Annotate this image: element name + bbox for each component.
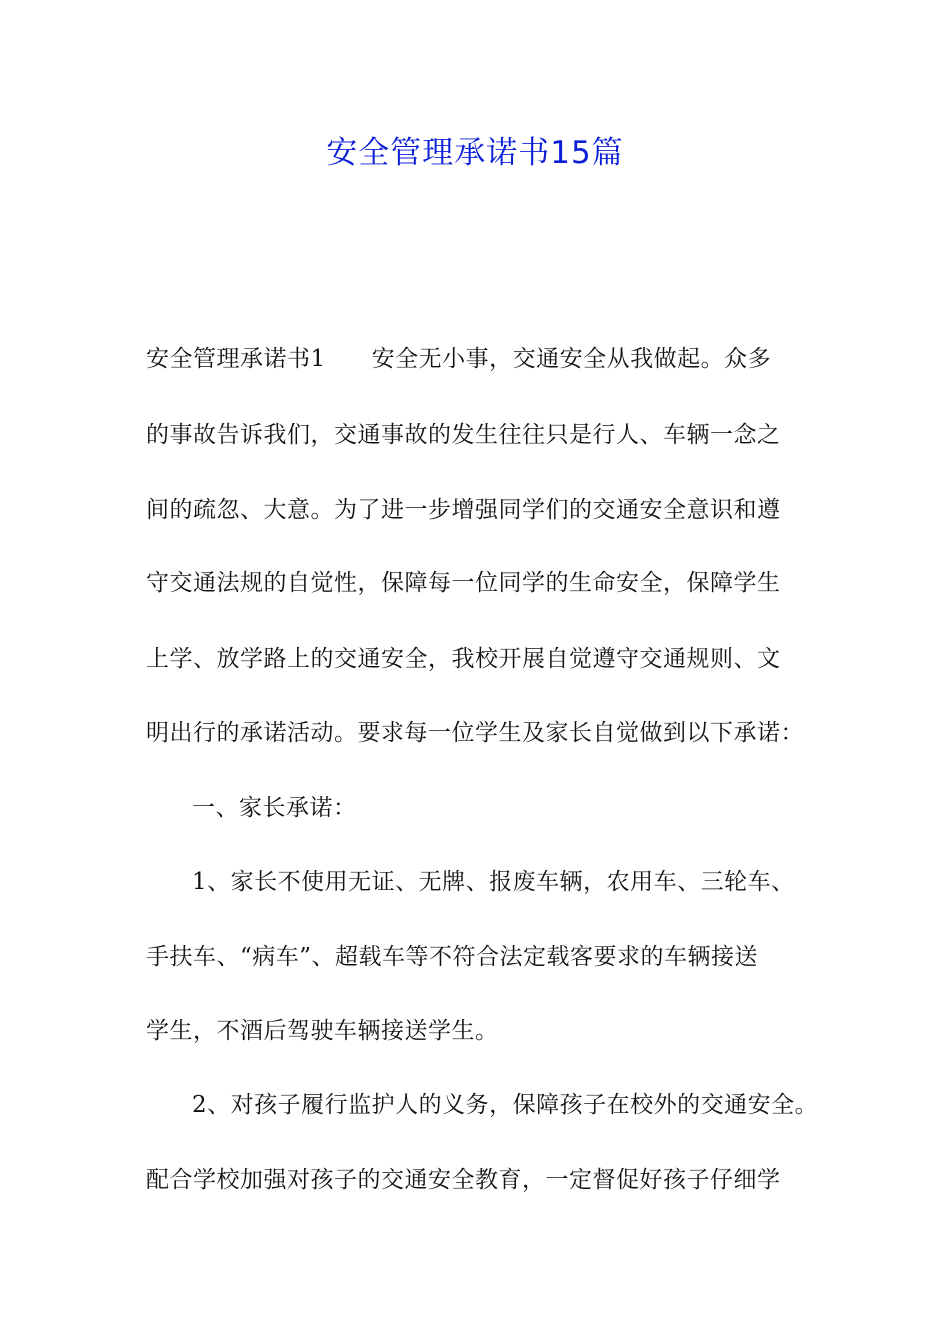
paragraph-text: 安全无小事，交通安全从我做起。众多: [371, 346, 772, 372]
paragraph-line: 上学、放学路上的交通安全，我校开展自觉遵守交通规则、文: [146, 646, 781, 672]
section-heading: 安全管理承诺书1: [146, 346, 326, 372]
paragraph-line: 学生，不酒后驾驶车辆接送学生。: [146, 1018, 499, 1044]
paragraph-line: 明出行的承诺活动。要求每一位学生及家长自觉做到以下承诺：: [146, 720, 804, 746]
paragraph-line: 间的疏忽、大意。为了进一步增强同学们的交通安全意识和遵: [146, 497, 781, 523]
paragraph-line: 的事故告诉我们，交通事故的发生往往只是行人、车辆一念之: [146, 422, 781, 448]
paragraph-line: 守交通法规的自觉性，保障每一位同学的生命安全，保障学生: [146, 570, 781, 596]
list-item: 1、家长不使用无证、无牌、报废车辆，农用车、三轮车、: [192, 869, 795, 895]
paragraph-line: 配合学校加强对孩子的交通安全教育，一定督促好孩子仔细学: [146, 1167, 781, 1193]
section-heading: 一、家长承诺：: [192, 795, 357, 821]
list-item: 2、对孩子履行监护人的义务，保障孩子在校外的交通安全。: [192, 1092, 819, 1118]
document-title: 安全管理承诺书15篇: [326, 135, 624, 171]
paragraph-line: [146, 339, 846, 379]
paragraph-line: 手扶车、“病车”、超载车等不符合法定载客要求的车辆接送: [146, 944, 759, 970]
